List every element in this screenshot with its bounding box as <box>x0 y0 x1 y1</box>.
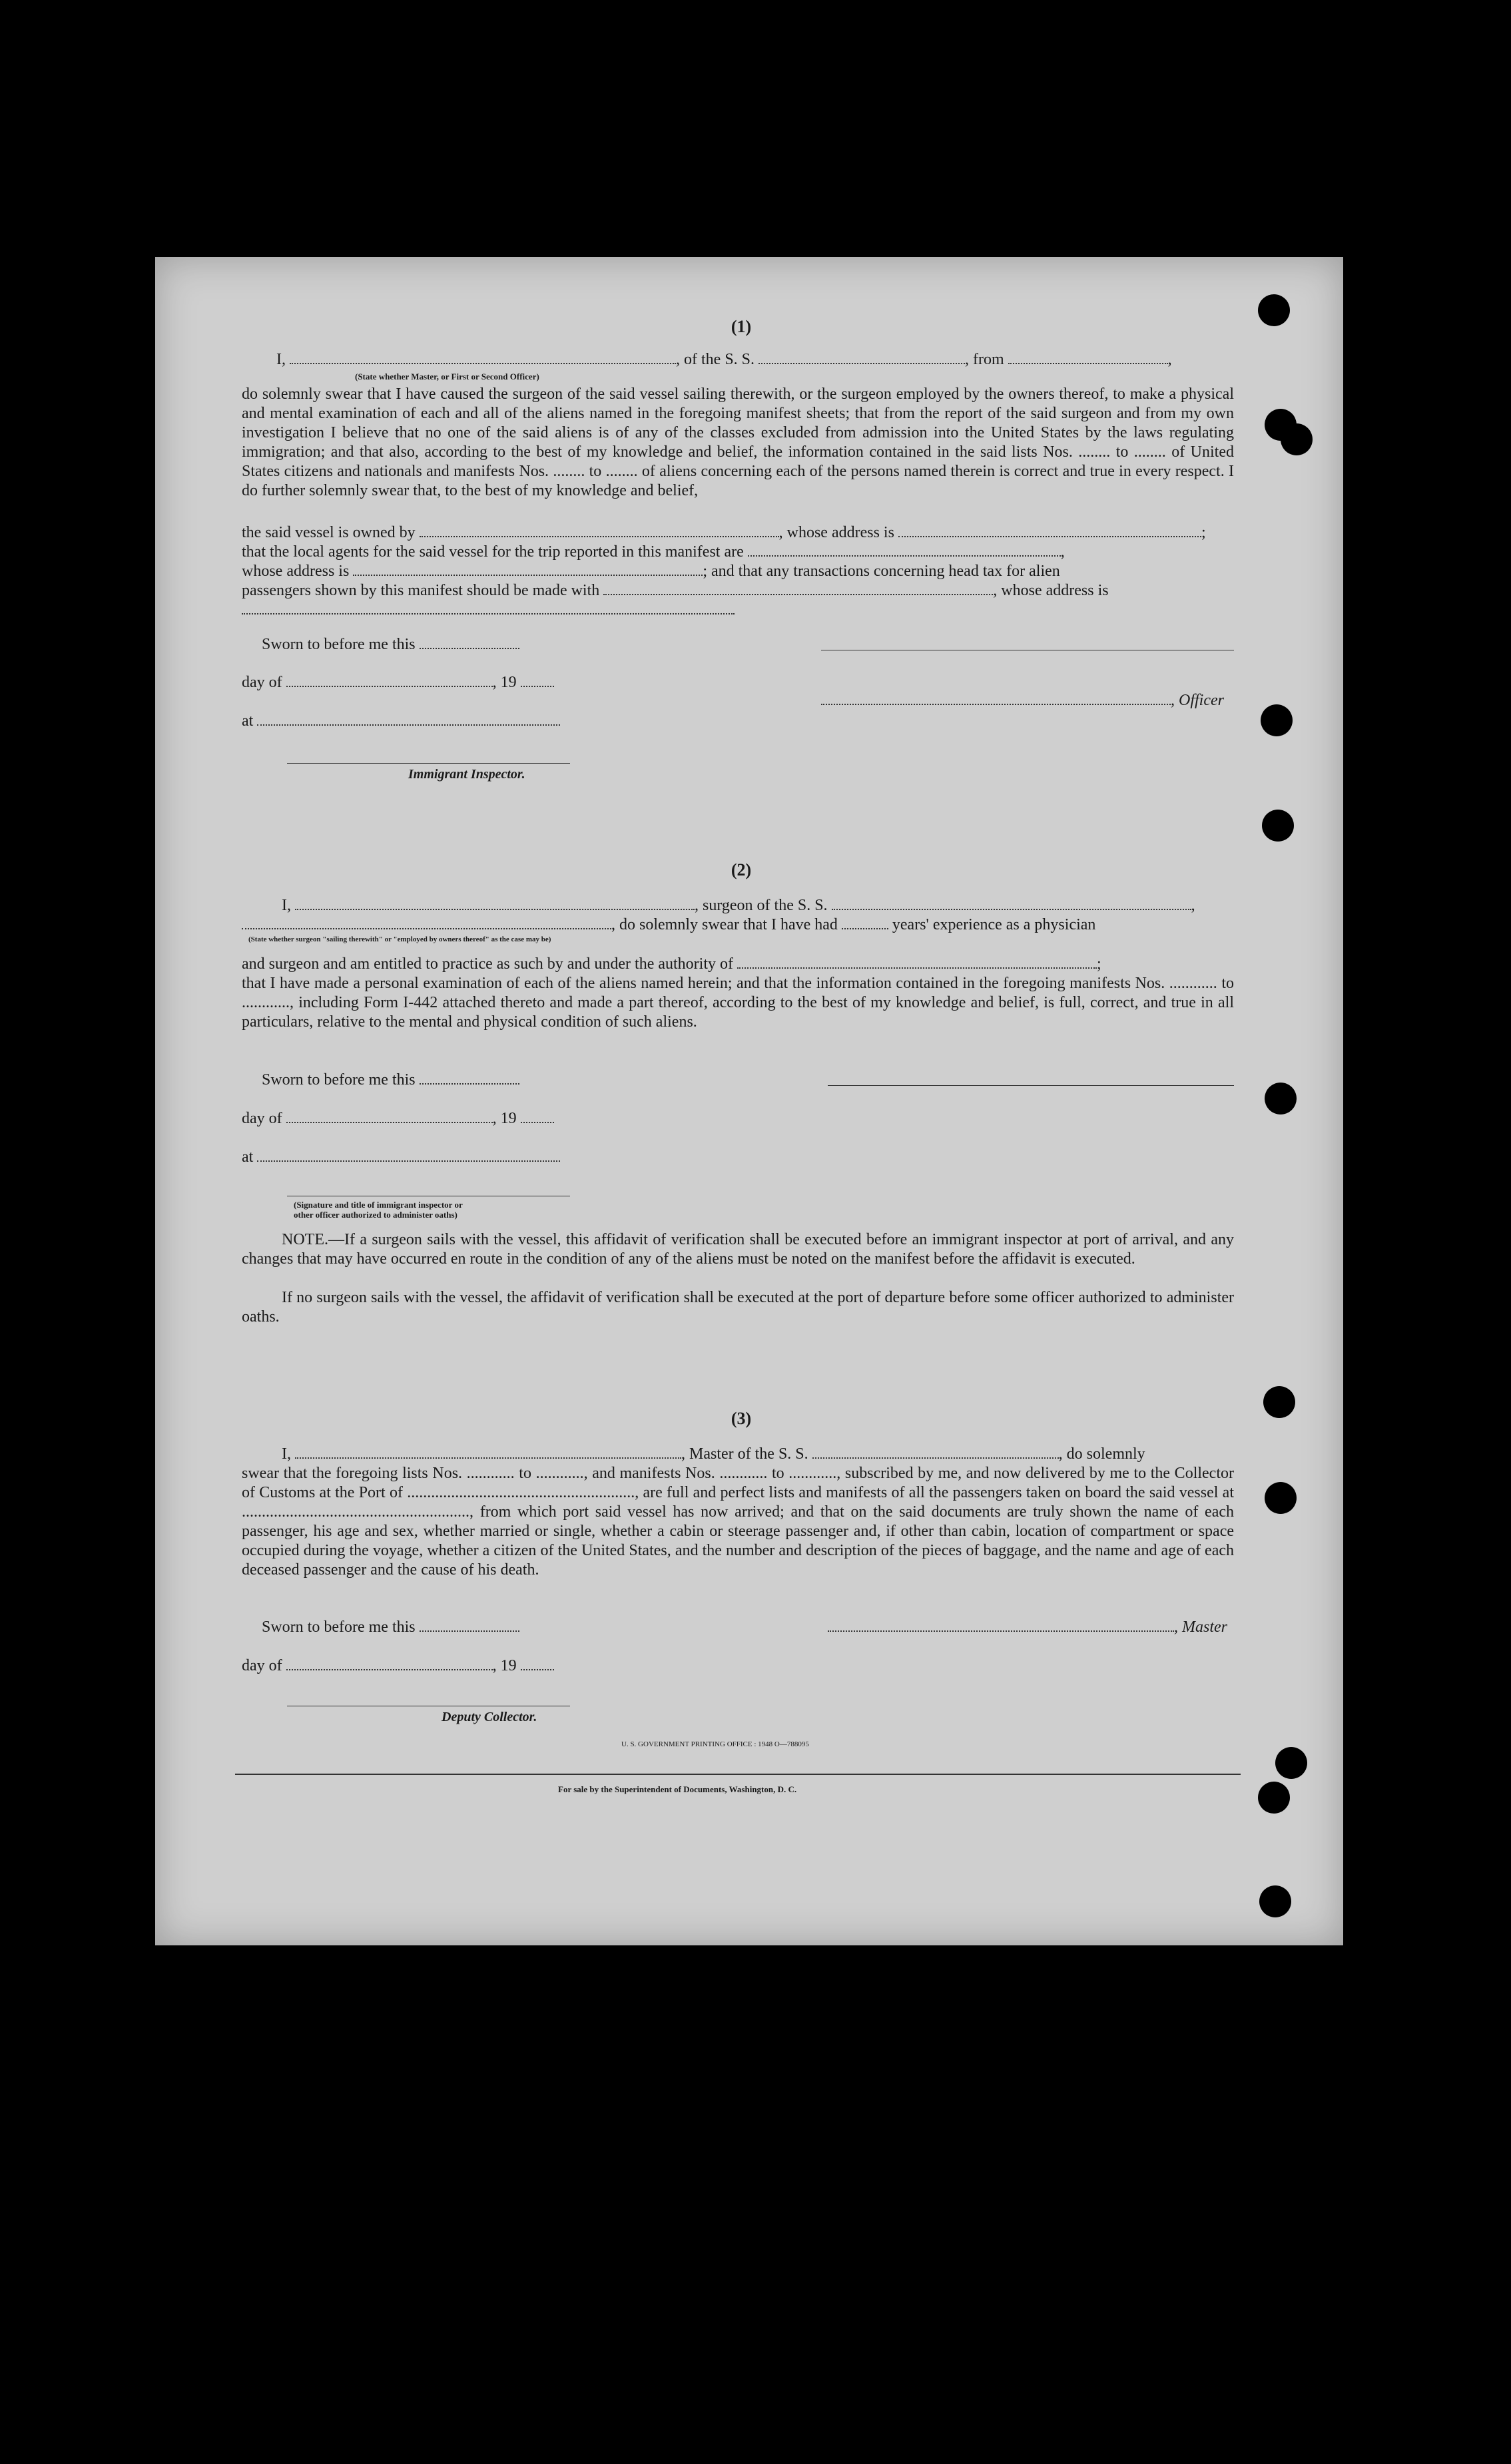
inspector-label: Immigrant Inspector. <box>408 767 525 782</box>
section-2-intro-line: I, , surgeon of the S. S. , <box>282 897 1195 914</box>
from-field[interactable] <box>1008 363 1168 364</box>
at-line-2 <box>242 1148 560 1167</box>
owner-field[interactable] <box>420 536 779 537</box>
surgeon-vessel-field[interactable] <box>832 909 1191 910</box>
section-2-heading: (2) <box>731 860 752 879</box>
at-field[interactable] <box>257 724 560 726</box>
head-tax-field[interactable] <box>603 594 993 595</box>
owner-address-field[interactable] <box>898 536 1201 537</box>
section-3-intro-line <box>282 1445 1145 1464</box>
text: , whose address is <box>993 582 1109 599</box>
footer-rule <box>235 1774 1241 1775</box>
section-2-paragraph: that I have made a personal examination of each of the aliens named herein; and that the information contained in the foregoing manifests Nos. ............ to ............, including Form I-442 attached thereto and made a part thereof, according to the best of my knowledge and belief, is full, correct, and true in all particulars, relative to the mental and physical condition of such aliens. <box>242 975 1234 1031</box>
master-name-field[interactable] <box>295 1457 681 1459</box>
month-field[interactable] <box>286 686 493 687</box>
text: , do solemnly <box>1058 1445 1145 1463</box>
text: , 19 <box>492 1110 517 1127</box>
agents-field[interactable] <box>748 555 1061 557</box>
officer-line <box>821 691 1224 710</box>
sig-note-1: (Signature and title of immigrant inspector or <box>294 1200 463 1210</box>
section-1-heading: (1) <box>731 317 752 336</box>
month-field[interactable] <box>286 1669 493 1670</box>
day-line-1 <box>242 673 554 692</box>
text: , surgeon of the S. S. <box>695 897 828 914</box>
form-content <box>242 257 1343 1945</box>
text: the said vessel is owned by <box>242 524 416 541</box>
sworn-day-field[interactable] <box>420 648 519 649</box>
text: day of <box>242 1657 282 1674</box>
sig-note-2: other officer authorized to administer oaths) <box>294 1210 457 1220</box>
text: , of the S. S. <box>676 351 755 368</box>
text: , 19 <box>492 674 517 691</box>
extra-address-line <box>242 601 735 620</box>
text: Sworn to before me this <box>262 1071 416 1089</box>
name-field[interactable] <box>290 363 676 364</box>
text: , do solemnly swear that I have had <box>611 916 838 933</box>
note-paragraph-1: NOTE.—If a surgeon sails with the vessel, this affidavit of verification shall be executed before an immigrant inspector at port of arrival, and any changes that may have occurred en route in the condition of any of the aliens must be noted on the manifest before the affidavit is executed. <box>242 1231 1234 1268</box>
master-line <box>828 1618 1227 1637</box>
text: day of <box>242 1110 282 1127</box>
text: years' experience as a physician <box>892 916 1096 933</box>
text: I, <box>276 351 286 368</box>
text: day of <box>242 674 282 691</box>
sworn-day-field[interactable] <box>420 1630 519 1632</box>
day-line-2 <box>242 1109 554 1128</box>
form-sheet <box>155 257 1343 1945</box>
sale-notice: For sale by the Superintendent of Documents, Washington, D. C. <box>558 1784 797 1794</box>
section-3-heading: (3) <box>731 1409 752 1428</box>
surgeon-name-field[interactable] <box>295 909 695 910</box>
text: Sworn to before me this <box>262 1618 416 1636</box>
section-1-intro-line: I, , of the S. S. , from , <box>276 351 1172 368</box>
master-vessel-field[interactable] <box>812 1457 1059 1459</box>
collector-label: Deputy Collector. <box>442 1710 537 1724</box>
year-field[interactable] <box>521 1669 554 1670</box>
month-field[interactable] <box>286 1122 493 1123</box>
year-field[interactable] <box>521 686 554 687</box>
text: , 19 <box>492 1657 517 1674</box>
sworn-line-1 <box>262 635 519 654</box>
surgeon-signature-line[interactable] <box>828 1085 1234 1086</box>
owner-line: the said vessel is owned by , whose address is ; <box>242 524 1206 541</box>
text: and surgeon and am entitled to practice as such by and under the authority of <box>242 955 733 973</box>
text: I, <box>282 1445 291 1463</box>
sworn-line-3 <box>262 1618 519 1637</box>
year-field[interactable] <box>521 1122 554 1123</box>
surgeon-type-field[interactable] <box>242 928 611 929</box>
authority-line: and surgeon and am entitled to practice as such by and under the authority of ; <box>242 955 1101 973</box>
inspector-signature-line[interactable] <box>287 763 570 764</box>
master-label: , Master <box>1174 1618 1227 1636</box>
text: , Master of the S. S. <box>681 1445 808 1463</box>
note-paragraph-2: If no surgeon sails with the vessel, the affidavit of verification shall be executed at the port of departure before some officer authorized to administer oaths. <box>242 1289 1234 1326</box>
years-field[interactable] <box>842 928 888 929</box>
officer-field[interactable] <box>821 704 1171 705</box>
agent-address-line <box>242 562 1060 581</box>
authority-field[interactable] <box>737 967 1097 969</box>
text: ; and that any transactions concerning head tax for alien <box>703 563 1060 580</box>
text: , whose address is <box>778 524 894 541</box>
agent-address-field[interactable] <box>353 575 703 576</box>
at-line-1 <box>242 712 560 731</box>
text: at <box>242 712 254 730</box>
text: at <box>242 1148 254 1166</box>
text: , from <box>965 351 1004 368</box>
text: I, <box>282 897 291 914</box>
day-line-3 <box>242 1656 554 1676</box>
title-note: (State whether Master, or First or Second Officer) <box>355 371 539 381</box>
experience-line <box>242 915 1095 935</box>
printing-office-line: U. S. GOVERNMENT PRINTING OFFICE : 1948 O—788095 <box>621 1740 809 1748</box>
extra-address-field[interactable] <box>242 613 735 615</box>
at-field[interactable] <box>257 1160 560 1162</box>
sworn-line-2 <box>262 1071 519 1090</box>
text: passengers shown by this manifest should be made with <box>242 582 600 599</box>
section-1-paragraph: do solemnly swear that I have caused the surgeon of the said vessel sailing therewith, or the surgeon employed by the owners thereof, to make a physical and mental examination of each and all of the aliens named in the foregoing manifest sheets; that from the report of the said surgeon and from my own investigation I believe that no one of the said aliens is of any of the classes excluded from admission into the United States by the laws regulating immigration; and that also, according to the best of my knowledge and belief, the information contained in the said lists Nos. ........ to ........ of United States citizens and nationals and manifests Nos. ........ to ........ of aliens concerning each of the persons named therein is correct and true in every respect. I do further solemnly swear that, to the best of my knowledge and belief, <box>242 385 1234 499</box>
section-3-paragraph: swear that the foregoing lists Nos. ............ to ............, and manifests Nos. ............ to ............, subscribed by me, and now delivered by me to the Collector of Customs at the Port of ........................................................., are full and perfect lists and manifests of all the passengers taken on board the said vessel at ........................................................., from which port said vessel has now arrived; and that on the said documents are truly shown the name of each passenger, his age and sex, whether married or single, whether a cabin or steerage passenger and, if other than cabin, location of compartment or space occupied during the voyage, whether a citizen of the United States, and the number and description of the pieces of baggage, and the name and age of each deceased passenger and the cause of his death. <box>242 1465 1234 1579</box>
surgeon-note: (State whether surgeon "sailing therewith" or "employed by owners thereof" as the case may be) <box>248 935 551 943</box>
agents-line: that the local agents for the said vessel for the trip reported in this manifest are , <box>242 543 1065 561</box>
officer-label: , Officer <box>1171 692 1224 709</box>
head-tax-line <box>242 581 1109 601</box>
sworn-day-field[interactable] <box>420 1083 519 1085</box>
text: that the local agents for the said vessel for the trip reported in this manifest are <box>242 543 744 561</box>
vessel-field[interactable] <box>758 363 965 364</box>
master-signature-field[interactable] <box>828 1630 1174 1632</box>
text: whose address is <box>242 563 350 580</box>
text: Sworn to before me this <box>262 636 416 653</box>
